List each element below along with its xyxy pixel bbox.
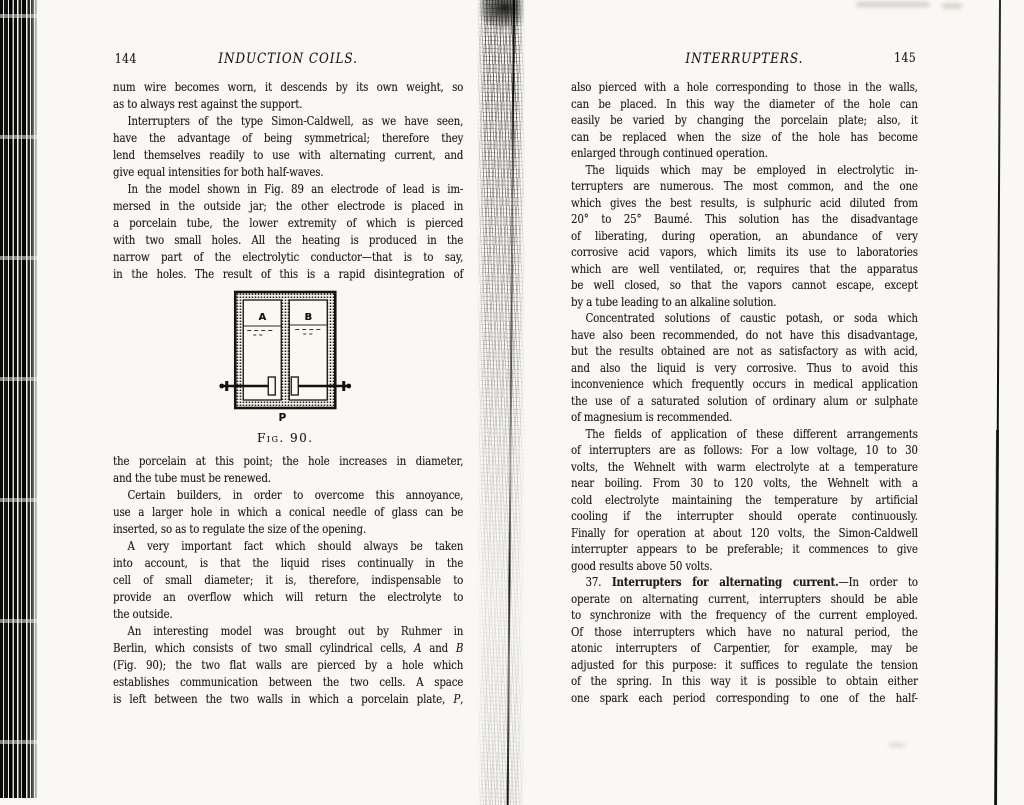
text-segment: volts, the Wehnelt with warm electrolyte at a temperature [571, 459, 918, 474]
text-line [571, 640, 918, 657]
text-line [571, 673, 918, 690]
text-segment: The liquids which may be employed in electrolytic in- [585, 162, 918, 177]
text-segment: can be replaced when the size of the hole has become [571, 129, 918, 144]
cell-a-label: A [258, 312, 267, 323]
text-segment: is left between the two walls in which a porcelain plate, [113, 692, 454, 706]
text-segment: —In order to [838, 575, 918, 589]
left-page-number: 144 [114, 52, 137, 67]
text-line [571, 129, 918, 146]
text-line [571, 195, 918, 212]
text-segment: inconvenience which frequently occurs in medical application [571, 377, 918, 391]
text-segment: in the holes. The result of this is a rapid disintegration of [113, 267, 464, 281]
text-segment: In the model shown in Fig. 89 an electrode of lead is im- [127, 182, 464, 196]
text-line [571, 574, 918, 591]
text-segment: , [460, 692, 464, 706]
text-segment: cooling if the interrupter should operate continuously. [571, 509, 918, 523]
electrolytic-cell-diagram [219, 290, 351, 424]
text-segment: operate on alternating current, interrupters should be able [571, 591, 918, 606]
text-line [571, 409, 918, 426]
text-line [113, 249, 463, 266]
text-line [113, 606, 463, 623]
text-segment: can be placed. In this way the diameter of the hole can [571, 96, 918, 111]
top-smudge-artifact [942, 3, 962, 9]
text-line [113, 198, 463, 215]
right-page [571, 50, 918, 706]
text-line [571, 475, 918, 492]
text-segment: of magnesium is recommended. [571, 410, 733, 424]
text-segment: be well closed, so that the vapors cannot escape, except [571, 278, 918, 292]
text-line [571, 558, 918, 575]
text-line [571, 360, 918, 377]
text-segment: which are well ventilated, or, requires that the apparatus [571, 261, 918, 276]
text-line [571, 261, 918, 278]
text-line [571, 657, 918, 674]
text-segment: good results above 50 volts. [571, 558, 713, 573]
text-line [571, 327, 918, 344]
text-line [571, 690, 918, 707]
text-segment: mersed in the outside jar; the other electrode is placed in [113, 199, 464, 213]
text-segment: of liberating, during operation, an abundance of very [571, 228, 918, 243]
text-segment: enlarged through continued operation. [571, 146, 768, 160]
text-line [571, 459, 918, 476]
text-line [571, 541, 918, 558]
text-line [571, 277, 918, 294]
text-line [113, 113, 463, 130]
text-line [571, 244, 918, 261]
text-line [113, 623, 463, 640]
right-page-text [571, 79, 918, 706]
text-segment: of interrupters are as follows: For a low voltage, 10 to 30 [571, 443, 918, 457]
text-line [113, 521, 463, 538]
text-segment: but the results obtained are not as satisfactory as with acid, [571, 344, 918, 358]
text-segment: by a tube leading to an alkaline solution. [571, 294, 777, 309]
text-segment: B [455, 641, 464, 655]
text-line [571, 393, 918, 410]
text-segment: Berlin, which consists of two small cylindrical cells, [113, 641, 415, 655]
text-line [571, 508, 918, 525]
text-line [571, 79, 918, 96]
text-line [113, 181, 463, 198]
text-line [571, 525, 918, 542]
text-segment: provide an overflow which will return the electrolyte to [113, 590, 464, 604]
text-line [113, 147, 463, 164]
figure-90-inner [219, 290, 351, 447]
text-segment: establishes communication between the two cells. A space [113, 675, 464, 689]
text-line [571, 343, 918, 360]
text-line [571, 96, 918, 113]
text-line [571, 211, 918, 228]
left-page-text-top [113, 79, 463, 283]
text-segment: num wire becomes worn, it descends by its own weight, so [113, 80, 464, 94]
text-line [113, 130, 463, 147]
text-segment: lend themselves readily to use with alternating current, and [113, 148, 464, 162]
text-line [571, 162, 918, 179]
plate-p-label: P [278, 412, 287, 424]
text-segment: Certain builders, in order to overcome this annoyance, [127, 488, 464, 502]
text-segment: Concentrated solutions of caustic potash, or soda which [585, 311, 918, 325]
text-segment: the porcelain at this point; the hole increases in diameter, [113, 454, 464, 468]
text-line [571, 426, 918, 443]
text-line [113, 589, 463, 606]
text-segment: the outside. [113, 607, 173, 621]
text-line [571, 310, 918, 327]
left-page-edges-artifact [0, 0, 40, 798]
bottom-smudge-artifact [888, 743, 906, 747]
text-segment: as to always rest against the support. [113, 97, 303, 111]
left-page-header [113, 50, 463, 68]
text-segment: Interrupters for alternating current. [611, 575, 839, 589]
text-line [571, 228, 918, 245]
text-segment: A [414, 641, 422, 655]
text-line [113, 657, 463, 674]
text-line [113, 572, 463, 589]
text-segment: Finally for operation at about 120 volts, the Simon-Caldwell [571, 525, 918, 540]
text-line [113, 232, 463, 249]
figure-90 [219, 290, 331, 447]
top-smudge-artifact [856, 2, 930, 7]
text-line [571, 112, 918, 129]
text-line [571, 442, 918, 459]
text-segment: The fields of application of these different arrangements [585, 426, 918, 441]
right-page-number: 145 [894, 51, 917, 66]
text-segment: which gives the best results, is sulphuric acid diluted from [571, 195, 918, 210]
text-segment: with two small holes. All the heating is produced in the [113, 233, 464, 247]
text-segment: 37. [585, 575, 612, 589]
text-segment: inserted, so as to regulate the size of the opening. [113, 522, 366, 536]
text-line [571, 607, 918, 624]
text-segment: A very important fact which should always be taken [127, 539, 464, 553]
text-segment: one spark each period corresponding to one of the half- [571, 690, 918, 705]
text-segment: the use of a saturated solution of ordinary alum or sulphate [571, 393, 918, 408]
text-segment: cell of small diameter; it is, therefore, indispensable to [113, 573, 464, 587]
text-segment: (Fig. 90); the two flat walls are pierced by a hole which [113, 658, 464, 672]
text-line [571, 624, 918, 641]
left-page [113, 50, 463, 708]
right-running-head: INTERRUPTERS. [685, 51, 804, 67]
text-line [113, 79, 463, 96]
text-segment: also pierced with a hole corresponding to those in the walls, [571, 80, 918, 94]
text-line [113, 215, 463, 232]
book-gutter-artifact [477, 0, 525, 805]
text-segment: narrow part of the electrolytic conductor—that is to say, [113, 250, 464, 264]
text-segment: have also been recommended, do not have this disadvantage, [571, 327, 918, 342]
text-segment: and the tube must be renewed. [113, 471, 271, 485]
text-segment: of the spring. In this way it is possible to obtain either [571, 674, 918, 688]
text-line [113, 470, 463, 487]
text-segment: Of those interrupters which have no natural period, the [571, 624, 918, 639]
text-segment: easily be varied by changing the porcelain plate; also, it [571, 113, 918, 127]
text-segment: to synchronize with the frequency of the current employed. [571, 608, 918, 622]
text-line [571, 294, 918, 311]
cell-b-label: B [304, 312, 312, 323]
text-line [571, 145, 918, 162]
text-segment: use a larger hole in which a conical needle of glass can be [113, 505, 464, 519]
text-segment: An interesting model was brought out by Ruhmer in [127, 624, 464, 638]
gutter-speckle-artifact [477, 0, 525, 805]
text-segment: corrosive acid vapors, which limits its use to laboratories [571, 245, 918, 259]
text-segment: adjusted for this purpose: it suffices to regulate the tension [571, 657, 918, 672]
right-page-header [571, 50, 918, 68]
left-running-head: INDUCTION COILS. [218, 51, 358, 67]
text-line [113, 555, 463, 572]
text-line [113, 674, 463, 691]
text-line [571, 376, 918, 393]
text-line [113, 96, 463, 113]
text-segment: interrupter appears to be preferable; it commences to give [571, 542, 918, 556]
text-line [113, 487, 463, 504]
text-line [113, 164, 463, 181]
text-segment: terrupters are numerous. The most common, and the one [571, 179, 918, 193]
text-line [113, 691, 463, 708]
text-segment: and [421, 641, 456, 655]
text-line [571, 591, 918, 608]
text-segment: 20° to 25° Baumé. This solution has the disadvantage [571, 212, 918, 226]
left-page-text-bottom [113, 453, 463, 708]
text-segment: and also the liquid is very corrosive. Thus to avoid this [571, 360, 918, 375]
text-segment: Interrupters of the type Simon-Caldwell, as we have seen, [127, 114, 464, 128]
text-segment: have the advantage of being symmetrical; therefore they [113, 131, 464, 145]
text-segment: a porcelain tube, the lower extremity of which is pierced [113, 216, 464, 230]
text-line [571, 492, 918, 509]
text-line [571, 178, 918, 195]
text-segment: near boiling. From 30 to 120 volts, the Wehnelt with a [571, 476, 918, 490]
text-line [113, 453, 463, 470]
text-segment: give equal intensities for both half-waves. [113, 165, 324, 179]
text-line [113, 538, 463, 555]
figure-caption: Fig. 90. [256, 431, 314, 445]
text-segment: P [453, 692, 461, 706]
text-line [113, 640, 463, 657]
text-line [113, 266, 463, 283]
right-edge-line2-artifact [994, 430, 999, 805]
text-segment: atonic interrupters of Carpentier, for example, may be [571, 641, 918, 655]
text-segment: cold electrolyte maintaining the temperature by artificial [571, 492, 918, 507]
text-segment: into account, is that the liquid rises continually in the [113, 556, 464, 570]
text-line [113, 504, 463, 521]
